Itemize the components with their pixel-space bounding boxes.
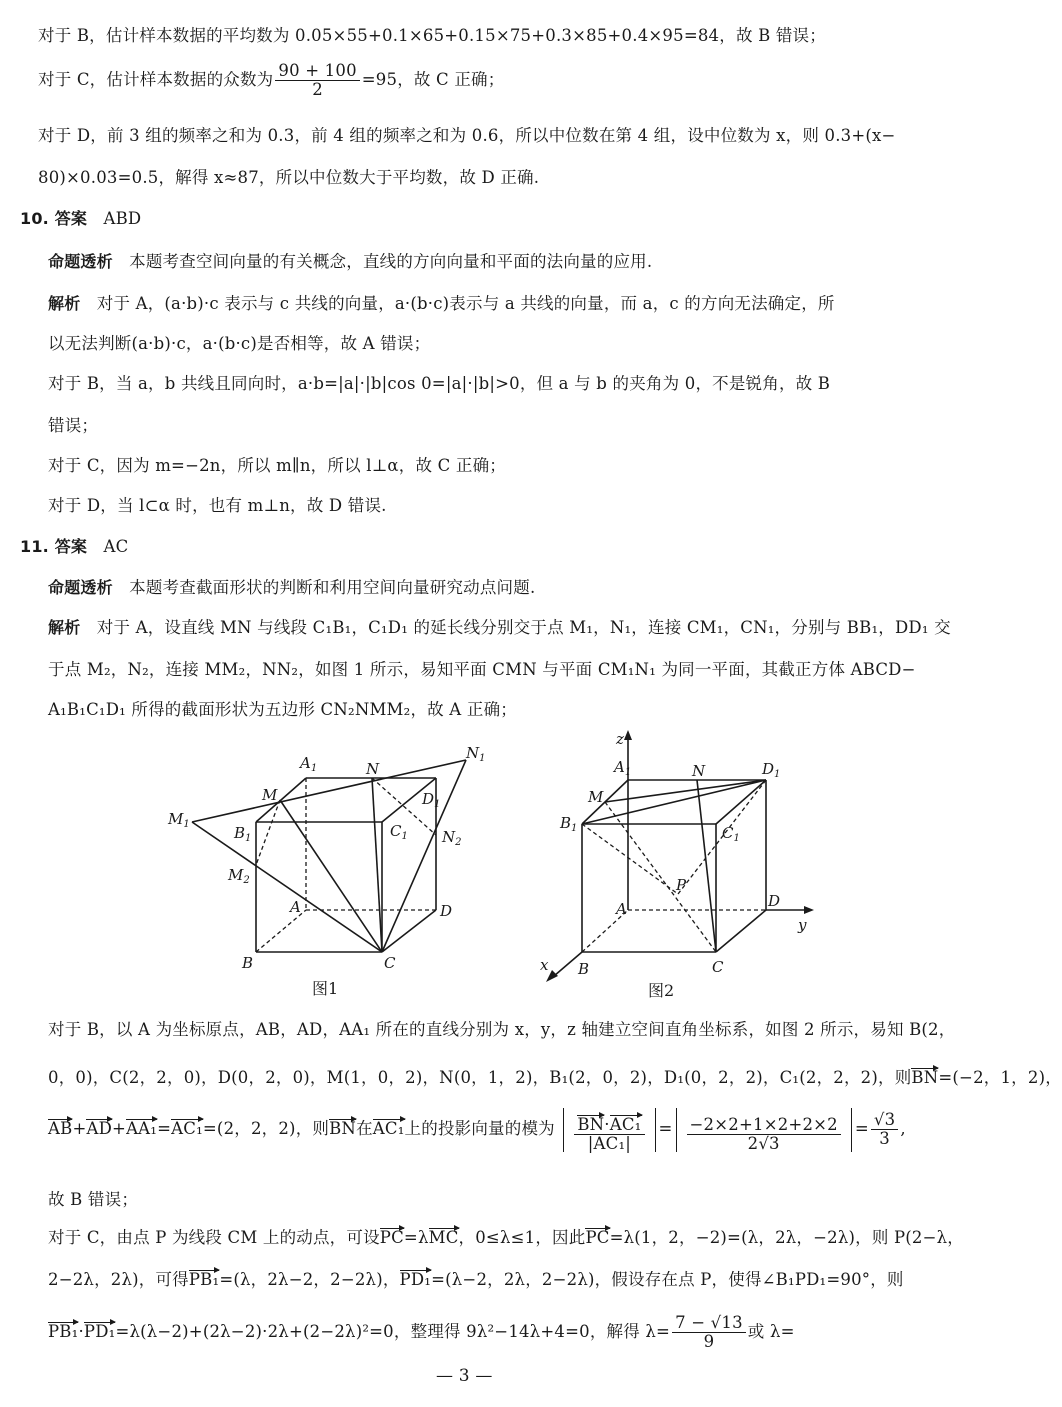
figure-label: N [366, 760, 380, 778]
fraction-numerator: 90 + 100 [275, 62, 359, 81]
fraction-denominator: 9 [703, 1332, 715, 1351]
text-span: 2−2λ，2λ)，可得 [48, 1270, 189, 1289]
solution-label: 解析 [48, 294, 81, 313]
text-span: 对于 C，估计样本数据的众数为 [38, 70, 274, 89]
figure-caption: 图1 [312, 979, 339, 998]
text-span: =λ [403, 1228, 429, 1247]
vector: MC [428, 1228, 459, 1247]
figure-label: $A_1$ [300, 754, 318, 774]
figure-label: x [540, 956, 549, 974]
vector: PD₁ [399, 1270, 432, 1289]
text-span: 或 λ= [747, 1322, 795, 1341]
vector: BN [329, 1119, 357, 1138]
text-line [48, 1224, 964, 1248]
analysis-label: 命题透析 [48, 578, 113, 597]
analysis-label: 命题透析 [48, 252, 113, 271]
vector: PD₁ [83, 1322, 116, 1341]
edge [382, 910, 436, 952]
text-span: =λ(1，2，−2)=(λ，2λ，−2λ)，则 P(2−λ， [609, 1228, 965, 1247]
text-span: =λ(λ−2)+(2λ−2)·2λ+(2−2λ)²=0，整理得 9λ²−14λ+4=0，解得 λ= [115, 1322, 671, 1341]
text-span: =95，故 C 正确； [361, 70, 505, 89]
text-line: AB+AD+AA₁=AC₁=(2，2，2)，则BN在AC₁上的投影向量的模为 $\frac{\text{BN·AC₁}}{\text{|AC₁|}}$ = $\frac{-2\times 2+1\times 2+2\times 2}{2√3}$ = $\frac{√3}{3}$ , [48, 1104, 906, 1154]
text-line: 对于 D，当 l⊂α 时，也有 m⊥n，故 D 错误. [48, 496, 387, 515]
figure-1 [160, 740, 500, 1002]
vector: AD [86, 1119, 113, 1138]
fraction-denominator: 3 [879, 1129, 890, 1148]
figure-label: $M_2$ [228, 866, 250, 886]
fraction [672, 1314, 746, 1351]
fraction-denominator: 2√3 [747, 1133, 780, 1153]
text-span: 对于 C，由点 P 为线段 CM 上的动点，可设 [48, 1228, 380, 1247]
question-10-answer [20, 206, 141, 229]
figure-label: $B_1$ [560, 814, 578, 834]
edge [716, 910, 766, 952]
z-axis-arrow [624, 730, 632, 740]
figure-label: A [290, 898, 301, 916]
absolute-value [563, 1108, 655, 1152]
solution-text: 对于 A，设直线 MN 与线段 C₁B₁，C₁D₁ 的延长线分别交于点 M₁，N₁，连接 CM₁，CN₁，分别与 BB₁，DD₁ 交 [96, 618, 951, 637]
fraction [275, 62, 359, 99]
text-span: =(λ−2，2λ，2−2λ)，假设存在点 P，使得∠B₁PD₁=90°，则 [431, 1270, 904, 1289]
analysis-text: 本题考查截面形状的判断和利用空间向量研究动点问题. [129, 578, 536, 597]
figure-label: A [616, 900, 627, 918]
figure-label: $B_1$ [234, 824, 252, 844]
fraction-denominator: 2 [312, 80, 323, 99]
figure-label: y [798, 916, 807, 934]
question-11-answer [20, 534, 128, 557]
text-span: ，0≤λ≤1，因此 [458, 1228, 586, 1247]
text-line: 对于 B，当 a，b 共线且同向时，a·b=|a|·|b|cos 0=|a|·|b|>0，但 a 与 b 的夹角为 0，不是锐角，故 B [48, 374, 831, 393]
figure-label: N [692, 762, 706, 780]
text-line [48, 1266, 904, 1290]
figure-label: M [262, 786, 278, 804]
text-line: 对于 B，以 A 为坐标原点，AB，AD，AA₁ 所在的直线分别为 x，y，z 轴建立空间直角坐标系，如图 2 所示，易知 B(2， [48, 1020, 956, 1039]
fraction-numerator: 7 − √13 [672, 1314, 746, 1333]
figure-label: C [384, 954, 396, 972]
fraction [574, 1115, 644, 1153]
figure-label: M [588, 788, 604, 806]
figure-label: $A_1$ [614, 758, 632, 778]
vector: AC₁ [372, 1119, 405, 1138]
figure-label: C [712, 958, 724, 976]
text-line: 对于 B，估计样本数据的平均数为 0.05×55+0.1×65+0.15×75+0.3×85+0.4×95=84，故 B 错误； [38, 26, 826, 45]
hidden-edge [256, 910, 306, 952]
text-line: 故 B 错误； [48, 1190, 139, 1209]
figure-label: $C_1$ [390, 822, 408, 842]
text-span: =(λ，2λ−2，2−2λ)， [219, 1270, 400, 1289]
figure-label: D [440, 902, 453, 920]
y-axis-arrow [804, 906, 814, 914]
absolute-value [676, 1108, 852, 1152]
line-b1p [582, 824, 678, 894]
text-span: 上的投影向量的模为 [404, 1119, 555, 1138]
figure-caption: 图2 [648, 981, 675, 1000]
fraction-numerator: √3 [871, 1111, 898, 1130]
fraction [687, 1116, 841, 1153]
answer-label: 11. 答案 [20, 537, 88, 556]
text-line: 对于 D，前 3 组的频率之和为 0.3，前 4 组的频率之和为 0.6，所以中位数在第 4 组，设中位数为 x，则 0.3+(x− [38, 126, 896, 145]
text-line: 80)×0.03=0.5，解得 x≈87，所以中位数大于平均数，故 D 正确. [38, 168, 540, 187]
text-line [48, 1064, 1062, 1088]
vector: PB₁ [48, 1322, 79, 1341]
text-line: 于点 M₂，N₂，连接 MM₂，NN₂，如图 1 所示，易知平面 CMN 与平面 CM₁N₁ 为同一平面，其截正方体 ABCD− [48, 660, 916, 679]
text-line: 以无法判断(a·b)·c，a·(b·c)是否相等，故 A 错误； [48, 334, 431, 353]
text-span: 0，0)，C(2，2，0)，D(0，2，0)，M(1，0，2)，N(0，1，2)，B₁(2，0，2)，D₁(0，2，2)，C₁(2，2，2)，则 [48, 1068, 912, 1087]
question-10-solution [48, 290, 835, 314]
fraction-numerator: −2×2+1×2+2×2 [687, 1116, 841, 1135]
fraction [871, 1111, 898, 1148]
vector: AC₁ [171, 1119, 203, 1138]
vector: PC [585, 1228, 610, 1247]
line-m1c [192, 822, 382, 952]
text-span: =(−2，1，2)， [938, 1068, 1062, 1087]
text-line: 对于 C，因为 m=−2n，所以 m∥n，所以 l⊥α，故 C 正确； [48, 456, 506, 475]
answer-value: ABD [103, 209, 142, 228]
figure-label: $M_1$ [168, 810, 190, 830]
analysis-text: 本题考查空间向量的有关概念，直线的方向向量和平面的法向量的应用. [129, 252, 653, 271]
page-number: — 3 — [436, 1366, 493, 1386]
text-line [38, 62, 504, 99]
vector: AA₁ [126, 1119, 158, 1138]
vector: AB [48, 1119, 73, 1138]
text-line: PB₁·PD₁=λ(λ−2)+(2λ−2)·2λ+(2−2λ)²=0，整理得 9λ²−14λ+4=0，解得 λ= $\frac{7 - √13}{9}$ 或 λ= [48, 1313, 795, 1351]
question-11-solution [48, 614, 951, 638]
vector: AC₁ [609, 1115, 642, 1134]
vector: BN [577, 1115, 605, 1134]
vector: PB₁ [188, 1270, 220, 1289]
solution-text: 对于 A，(a·b)·c 表示与 c 共线的向量，a·(b·c)表示与 a 共线的向量，而 a，c 的方向无法确定，所 [96, 294, 835, 313]
figure-label: $C_1$ [722, 824, 740, 844]
text-line: A₁B₁C₁D₁ 所得的截面形状为五边形 CN₂NMM₂，故 A 正确； [48, 700, 517, 719]
figure-label: $N_1$ [466, 744, 486, 764]
text-span: 在 [356, 1119, 373, 1138]
vector: PC [379, 1228, 404, 1247]
text-span: =(2，2，2)，则 [202, 1119, 330, 1138]
figure-label: B [578, 960, 590, 978]
line-nc [372, 778, 382, 952]
figure-label: $N_2$ [442, 828, 462, 848]
question-10-analysis [48, 248, 652, 272]
figure-label: B [242, 954, 254, 972]
figure-label: $D_1$ [422, 790, 441, 810]
text-line: 错误； [48, 416, 99, 435]
fraction-numerator: BN·AC₁ [574, 1115, 644, 1135]
answer-value: AC [103, 537, 129, 556]
figure-label: D [768, 892, 781, 910]
solution-label: 解析 [48, 618, 81, 637]
figure-label: P [676, 876, 687, 894]
line-mm2 [256, 800, 280, 865]
fraction-denominator: |AC₁| [587, 1134, 632, 1153]
figure-label: $D_1$ [762, 760, 781, 780]
answer-label: 10. 答案 [20, 209, 88, 228]
vector: BN [911, 1068, 939, 1087]
figure-2 [536, 724, 826, 1002]
figure-label: z [616, 730, 624, 748]
question-11-analysis [48, 574, 535, 598]
